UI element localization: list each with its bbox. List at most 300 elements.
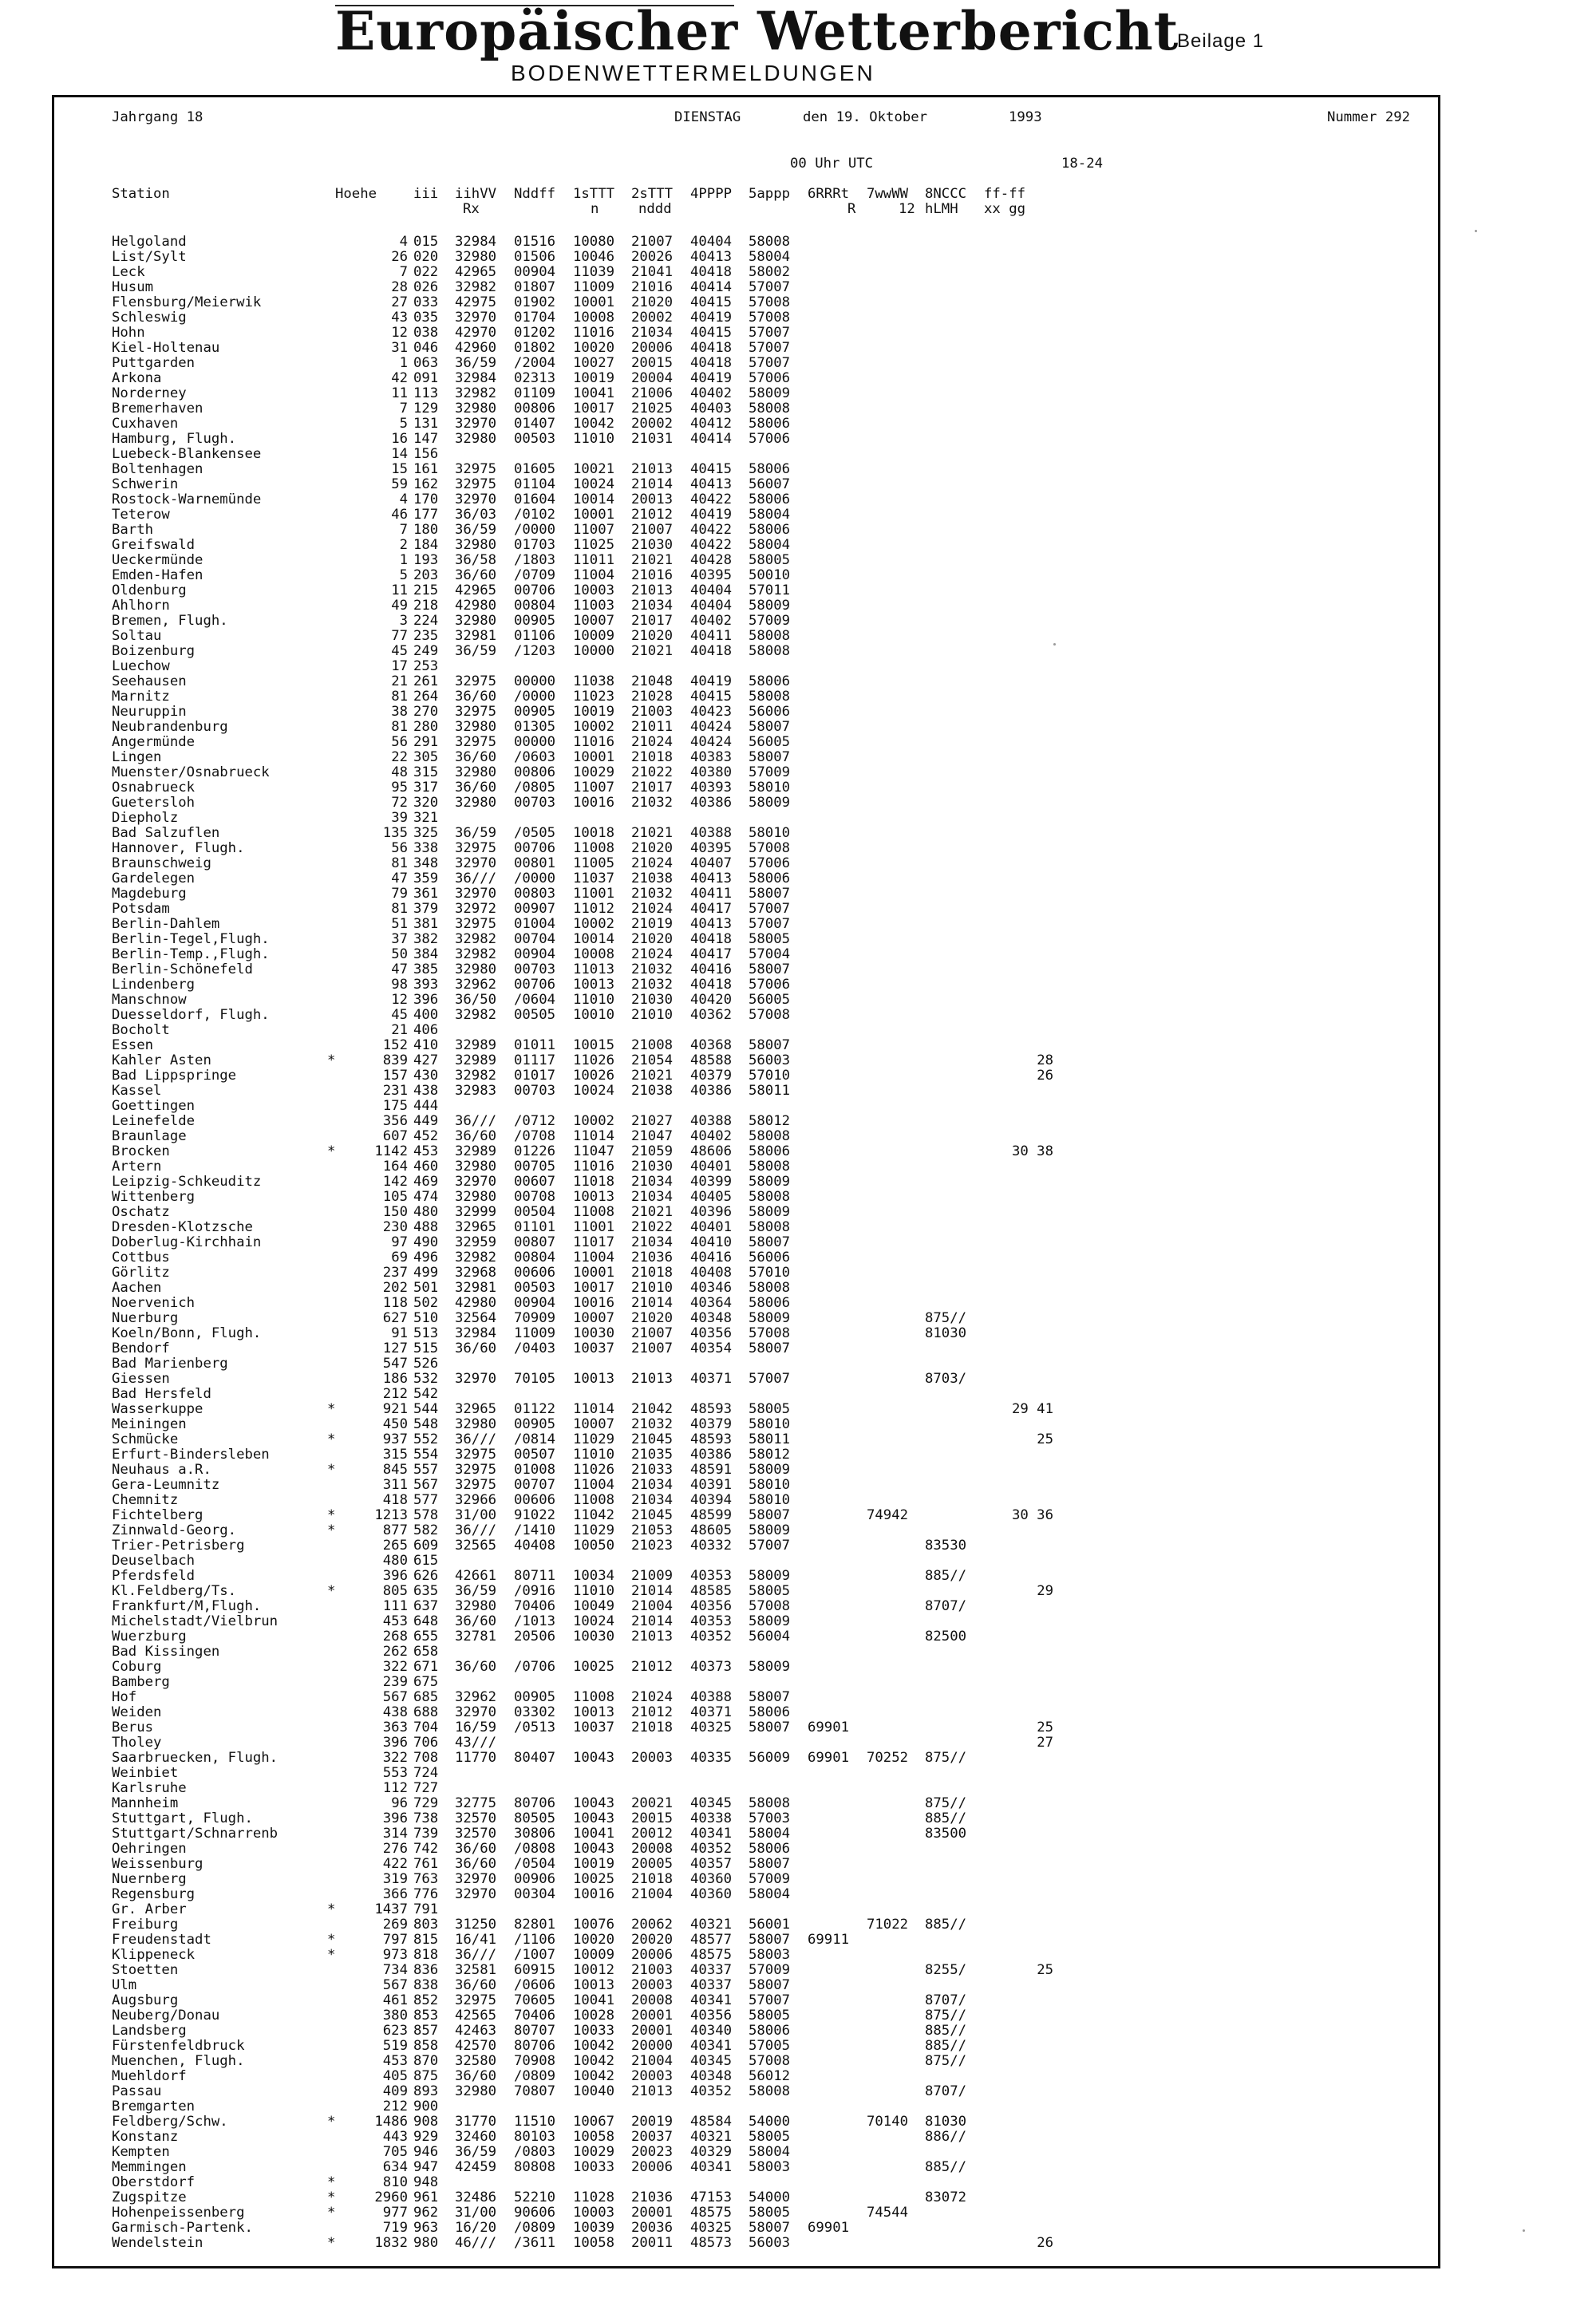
group-2sttt: 21047 [631,1128,674,1144]
group-5appp: 56012 [749,2068,791,2084]
group-2sttt: 21014 [631,1583,674,1599]
group-1sttt: 11038 [573,673,615,689]
group-4pppp: 40395 [690,567,733,583]
group-iihvv: 32975 [455,1447,497,1463]
group-2sttt: 20004 [631,370,674,386]
group-1sttt: 10001 [573,507,615,523]
group-4pppp: 40325 [690,1720,733,1735]
group-iihvv: 42965 [455,582,497,598]
station-height: 37 [391,931,408,947]
group-nddff: 00706 [514,840,556,856]
mountain-marker: * [327,1462,336,1478]
group-ff-ff: 29 41 [1011,1401,1053,1417]
group-5appp: 57006 [749,370,791,386]
station-index: 738 [413,1810,439,1826]
station-index: 063 [413,355,439,371]
group-iihvv: 42565 [455,2008,497,2024]
group-1sttt: 10028 [573,2008,615,2024]
group-4pppp: 40341 [690,2159,733,2175]
mountain-marker: * [327,1947,336,1963]
group-4pppp: 40404 [690,234,733,250]
group-8nccc: 885// [925,2159,967,2175]
group-4pppp: 40401 [690,1219,733,1235]
station-name: Berlin-Dahlem [112,916,220,932]
group-4pppp: 40371 [690,1371,733,1387]
group-2sttt: 21022 [631,764,674,780]
group-iihvv: 32970 [455,1871,497,1887]
group-5appp: 58009 [749,1174,791,1190]
group-1sttt: 10020 [573,1932,615,1948]
station-name: Giessen [112,1371,170,1387]
station-height: 438 [382,1704,408,1720]
group-1sttt: 10018 [573,825,615,841]
station-height: 11 [391,582,408,598]
station-index: 338 [413,840,439,856]
group-2sttt: 21021 [631,643,674,659]
group-5appp: 57007 [749,279,791,295]
group-nddff: 20506 [514,1629,556,1645]
group-2sttt: 20015 [631,355,674,371]
group-2sttt: 20003 [631,2068,674,2084]
group-ff-ff: 26 [1037,2235,1053,2251]
group-iihvv: 11770 [455,1750,497,1766]
group-2sttt: 20002 [631,310,674,326]
group-1sttt: 11014 [573,1401,615,1417]
group-5appp: 58008 [749,234,791,250]
group-1sttt: 11010 [573,431,615,447]
group-iihvv: 32975 [455,916,497,932]
group-nddff: 70908 [514,2053,556,2069]
group-iihvv: 32775 [455,1795,497,1811]
group-2sttt: 21036 [631,1250,674,1266]
station-index: 499 [413,1265,439,1281]
group-1sttt: 10016 [573,795,615,811]
group-4pppp: 40413 [690,249,733,265]
group-5appp: 58006 [749,492,791,507]
station-name: Gr. Arber [112,1901,187,1917]
group-iihvv: 36/59 [455,643,497,659]
group-2sttt: 21011 [631,719,674,735]
station-height: 98 [391,977,408,993]
group-nddff: /0808 [514,1841,556,1857]
group-4pppp: 40356 [690,2008,733,2024]
station-index: 291 [413,734,439,750]
group-4pppp: 40402 [690,385,733,401]
group-5appp: 58009 [749,1522,791,1538]
group-5appp: 57007 [749,1371,791,1387]
group-4pppp: 40388 [690,1113,733,1129]
group-1sttt: 10008 [573,310,615,326]
group-iihvv: 31/00 [455,2205,497,2221]
group-nddff: 00503 [514,1280,556,1296]
station-name: Görlitz [112,1265,170,1281]
group-5appp: 56003 [749,1052,791,1068]
group-4pppp: 40345 [690,1795,733,1811]
group-1sttt: 11047 [573,1143,615,1159]
group-5appp: 57007 [749,916,791,932]
station-name: Helgoland [112,234,187,250]
mountain-marker: * [327,1507,336,1523]
group-iihvv: 32580 [455,2053,497,2069]
group-nddff: 00708 [514,1189,556,1205]
group-iihvv: 32975 [455,673,497,689]
station-index: 091 [413,370,439,386]
group-1sttt: 10013 [573,1977,615,1993]
station-name: Bad Hersfeld [112,1386,211,1402]
station-name: Neuruppin [112,704,187,720]
station-height: 48 [391,764,408,780]
group-1sttt: 11001 [573,1219,615,1235]
station-name: Brocken [112,1143,170,1159]
group-ff-ff: 29 [1037,1583,1053,1599]
group-5appp: 57006 [749,855,791,871]
group-1sttt: 10002 [573,916,615,932]
col-4pppp: 4PPPP [690,186,733,202]
group-iihvv: 36/59 [455,1583,497,1599]
station-height: 77 [391,628,408,644]
station-name: Hamburg, Flugh. [112,431,237,447]
group-1sttt: 10046 [573,249,615,265]
group-nddff: 00904 [514,264,556,280]
station-name: Meiningen [112,1416,187,1432]
group-nddff: 00000 [514,673,556,689]
station-name: Essen [112,1037,154,1053]
group-nddff: 80103 [514,2129,556,2145]
station-height: 311 [382,1477,408,1493]
group-iihvv: 36/59 [455,355,497,371]
station-height: 16 [391,431,408,447]
group-nddff: 80706 [514,2038,556,2054]
group-nddff: 91022 [514,1507,556,1523]
station-name: Bad Lippspringe [112,1068,237,1084]
group-iihvv: 36/60 [455,1659,497,1675]
station-name: Barth [112,522,154,538]
group-4pppp: 40357 [690,1856,733,1872]
col-iihvv: iihVV [455,186,497,202]
group-1sttt: 11029 [573,1431,615,1447]
group-1sttt: 11014 [573,1128,615,1144]
group-2sttt: 21042 [631,1401,674,1417]
station-index: 635 [413,1583,439,1599]
station-name: Frankfurt/M,Flugh. [112,1598,262,1614]
group-ff-ff: 25 [1037,1962,1053,1978]
group-iihvv: 16/20 [455,2220,497,2236]
group-1sttt: 11012 [573,901,615,917]
station-name: Schmücke [112,1431,179,1447]
group-5appp: 58007 [749,1977,791,1993]
group-1sttt: 10001 [573,749,615,765]
group-2sttt: 21022 [631,1219,674,1235]
group-1sttt: 11017 [573,1234,615,1250]
group-5appp: 58008 [749,1280,791,1296]
station-index: 026 [413,279,439,295]
group-1sttt: 11004 [573,567,615,583]
group-2sttt: 21030 [631,1159,674,1175]
group-2sttt: 21034 [631,1234,674,1250]
station-height: 97 [391,1234,408,1250]
station-name: Regensburg [112,1886,196,1902]
group-2sttt: 21025 [631,401,674,417]
station-height: 51 [391,916,408,932]
group-1sttt: 11039 [573,264,615,280]
group-5appp: 58007 [749,1689,791,1705]
station-height: 607 [382,1128,408,1144]
group-4pppp: 40325 [690,2220,733,2236]
group-1sttt: 10050 [573,1538,615,1554]
group-1sttt: 10009 [573,1947,615,1963]
group-2sttt: 21024 [631,946,674,962]
mountain-marker: * [327,2114,336,2130]
group-2sttt: 20021 [631,1795,674,1811]
station-index: 177 [413,507,439,523]
station-index: 427 [413,1052,439,1068]
station-name: Deuselbach [112,1553,196,1569]
station-name: Bad Marienberg [112,1356,228,1372]
station-height: 69 [391,1250,408,1266]
station-index: 688 [413,1704,439,1720]
group-4pppp: 40407 [690,855,733,871]
group-1sttt: 10013 [573,977,615,993]
group-iihvv: 32581 [455,1962,497,1978]
group-2sttt: 20023 [631,2144,674,2160]
group-nddff: /0814 [514,1431,556,1447]
col-5appp: 5appp [749,186,791,202]
station-index: 875 [413,2068,439,2084]
group-1sttt: 10058 [573,2129,615,2145]
station-height: 322 [382,1750,408,1766]
group-1sttt: 10076 [573,1917,615,1933]
group-ff-ff: 25 [1037,1720,1053,1735]
group-iihvv: 32975 [455,461,497,477]
group-2sttt: 20020 [631,1932,674,1948]
group-nddff: 00504 [514,1204,556,1220]
group-2sttt: 21023 [631,1538,674,1554]
station-height: 810 [382,2174,408,2190]
station-height: 409 [382,2083,408,2099]
group-nddff: 00705 [514,1159,556,1175]
group-1sttt: 10039 [573,2220,615,2236]
station-height: 547 [382,1356,408,1372]
group-nddff: /0708 [514,1128,556,1144]
group-5appp: 58004 [749,249,791,265]
group-1sttt: 10021 [573,461,615,477]
station-name: Lingen [112,749,162,765]
group-1sttt: 10033 [573,2023,615,2039]
station-name: Rostock-Warnemünde [112,492,262,507]
group-iihvv: 32984 [455,370,497,386]
station-index: 315 [413,764,439,780]
station-height: 95 [391,780,408,796]
group-4pppp: 40386 [690,1083,733,1099]
mountain-marker: * [327,1431,336,1447]
group-nddff: /0916 [514,1583,556,1599]
group-1sttt: 11004 [573,1250,615,1266]
group-4pppp: 40422 [690,492,733,507]
group-2sttt: 21034 [631,1189,674,1205]
group-2sttt: 21014 [631,476,674,492]
station-height: 230 [382,1219,408,1235]
station-height: 50 [391,946,408,962]
group-iihvv: 32486 [455,2189,497,2205]
group-4pppp: 40418 [690,977,733,993]
group-4pppp: 40352 [690,1629,733,1645]
station-index: 609 [413,1538,439,1554]
group-1sttt: 10008 [573,946,615,962]
group-4pppp: 40418 [690,355,733,371]
station-index: 261 [413,673,439,689]
group-4pppp: 40414 [690,279,733,295]
station-name: Michelstadt/Vielbrun [112,1613,279,1629]
station-height: 212 [382,1386,408,1402]
group-4pppp: 40417 [690,901,733,917]
group-iihvv: 32982 [455,931,497,947]
group-1sttt: 10027 [573,355,615,371]
station-index: 131 [413,416,439,432]
station-height: 11 [391,385,408,401]
col-7wwww: 7wwWW [867,186,909,202]
group-2sttt: 21032 [631,961,674,977]
group-5appp: 58007 [749,1234,791,1250]
station-name: Feldberg/Schw. [112,2114,228,2130]
group-nddff: 01106 [514,628,556,644]
station-index: 156 [413,446,439,462]
station-index: 742 [413,1841,439,1857]
group-2sttt: 21018 [631,1720,674,1735]
station-index: 406 [413,1022,439,1038]
group-4pppp: 40348 [690,2068,733,2084]
station-height: 43 [391,310,408,326]
station-name: Passau [112,2083,162,2099]
station-name: Karlsruhe [112,1780,187,1796]
group-nddff: 01902 [514,294,556,310]
group-2sttt: 21007 [631,522,674,538]
group-5appp: 58009 [749,385,791,401]
station-index: 852 [413,1992,439,2008]
group-5appp: 58008 [749,1795,791,1811]
group-1sttt: 10010 [573,1007,615,1023]
group-nddff: 02313 [514,370,556,386]
station-name: Memmingen [112,2159,187,2175]
group-4pppp: 40388 [690,1689,733,1705]
group-1sttt: 11007 [573,522,615,538]
station-name: Doberlug-Kirchhain [112,1234,262,1250]
group-1sttt: 10012 [573,1962,615,1978]
station-name: Bendorf [112,1341,170,1356]
group-5appp: 58006 [749,1704,791,1720]
group-4pppp: 40368 [690,1037,733,1053]
station-name: Oehringen [112,1841,187,1857]
group-nddff: /0102 [514,507,556,523]
group-iihvv: 32981 [455,628,497,644]
group-2sttt: 20008 [631,1992,674,2008]
group-nddff: 00804 [514,1250,556,1266]
station-height: 142 [382,1174,408,1190]
group-iihvv: 32970 [455,416,497,432]
group-7wwww: 70140 [867,2114,909,2130]
group-7wwww: 71022 [867,1917,909,1933]
station-height: 118 [382,1295,408,1311]
group-1sttt: 10080 [573,234,615,250]
group-iihvv: 32959 [455,1234,497,1250]
group-nddff: 00606 [514,1265,556,1281]
group-iihvv: 36/60 [455,1613,497,1629]
station-index: 626 [413,1568,439,1584]
station-height: 519 [382,2038,408,2054]
year-label: 1993 [1009,109,1042,125]
group-1sttt: 10001 [573,294,615,310]
group-1sttt: 10013 [573,1704,615,1720]
station-index: 502 [413,1295,439,1311]
group-4pppp: 40424 [690,734,733,750]
group-nddff: 01407 [514,416,556,432]
station-name: Bamberg [112,1674,170,1690]
station-name: Marnitz [112,689,170,705]
station-index: 453 [413,1143,439,1159]
station-name: Muenster/Osnabrueck [112,764,270,780]
group-5appp: 57008 [749,840,791,856]
group-iihvv: 32980 [455,719,497,735]
group-nddff: 00507 [514,1447,556,1463]
group-iihvv: 32989 [455,1037,497,1053]
station-index: 325 [413,825,439,841]
group-4pppp: 40405 [690,1189,733,1205]
group-1sttt: 11001 [573,886,615,902]
group-nddff: /1203 [514,643,556,659]
group-8nccc: 886// [925,2129,967,2145]
station-height: 380 [382,2008,408,2024]
group-5appp: 56006 [749,704,791,720]
station-index: 791 [413,1901,439,1917]
group-nddff: 80706 [514,1795,556,1811]
station-height: 1832 [374,2235,408,2251]
station-index: 818 [413,1947,439,1963]
group-1sttt: 10067 [573,2114,615,2130]
group-iihvv: 36/60 [455,1128,497,1144]
group-2sttt: 21010 [631,1280,674,1296]
station-height: 4 [399,492,408,507]
group-4pppp: 40332 [690,1538,733,1554]
station-name: Magdeburg [112,886,187,902]
group-2sttt: 20000 [631,2038,674,2054]
station-index: 469 [413,1174,439,1190]
station-name: Guetersloh [112,795,196,811]
report-title: Europäischer Wetterbericht [335,0,1179,62]
group-1sttt: 11008 [573,840,615,856]
station-index: 033 [413,294,439,310]
group-4pppp: 40354 [690,1341,733,1356]
station-name: Dresden-Klotzsche [112,1219,253,1235]
group-5appp: 58007 [749,886,791,902]
group-nddff: 70406 [514,2008,556,2024]
group-1sttt: 11004 [573,1477,615,1493]
group-1sttt: 10017 [573,401,615,417]
station-height: 314 [382,1826,408,1842]
station-index: 803 [413,1917,439,1933]
group-1sttt: 11011 [573,552,615,568]
group-iihvv: 32984 [455,1325,497,1341]
group-4pppp: 40379 [690,1416,733,1432]
group-iihvv: 32980 [455,537,497,553]
group-1sttt: 10037 [573,1341,615,1356]
group-4pppp: 40335 [690,1750,733,1766]
group-1sttt: 11010 [573,1447,615,1463]
station-name: Klippeneck [112,1947,196,1963]
group-4pppp: 40416 [690,1250,733,1266]
station-name: Kahler Asten [112,1052,211,1068]
group-1sttt: 11029 [573,1522,615,1538]
station-height: 973 [382,1947,408,1963]
group-1sttt: 10043 [573,1841,615,1857]
